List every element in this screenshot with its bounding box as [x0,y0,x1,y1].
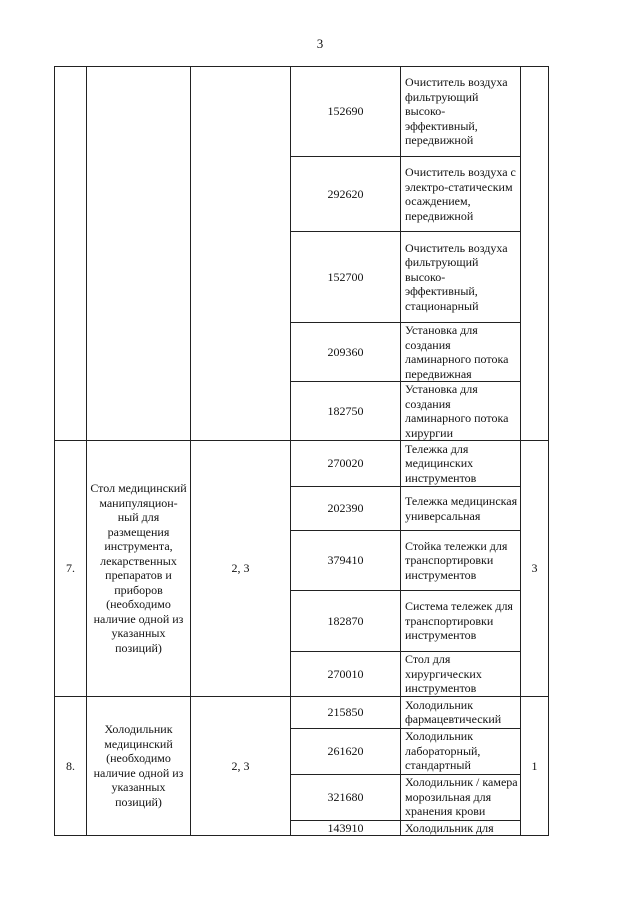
item-name-cell: Очиститель воздуха фильтрующий высоко-эффективный, передвижной [401,67,521,157]
item-name-cell: Тележка медицинская универсальная [401,487,521,531]
item-name-cell: Холодильник лабораторный, стандартный [401,728,521,774]
name-cell [87,67,191,441]
code-cell: 202390 [291,487,401,531]
item-name-cell: Тележка для медицинских инструментов [401,441,521,487]
table-row [55,441,549,487]
item-name-cell: Очиститель воздуха фильтрующий высоко-эффективный, стационарный [401,232,521,323]
stage-cell [191,67,291,441]
item-name-cell: Установка для создания ламинарного потока хирургии [401,382,521,441]
code-cell: 182750 [291,382,401,441]
page-number: 3 [316,36,324,51]
equipment-table [54,66,549,836]
code-cell: 292620 [291,157,401,232]
row-number: 8. [55,696,87,836]
code-cell: 152700 [291,232,401,323]
code-cell: 152690 [291,67,401,157]
row-stage: 2, 3 [191,441,291,697]
code-cell: 321680 [291,774,401,820]
code-cell: 182870 [291,591,401,652]
code-cell: 270010 [291,652,401,697]
code-cell: 270020 [291,441,401,487]
row-stage: 2, 3 [191,696,291,836]
item-name-cell: Холодильник для [401,820,521,836]
code-cell: 209360 [291,323,401,382]
row-name: Стол медицинский манипуляцион-ный для размещения инструмента, лекарственных препаратов и приборов (необходимо наличие одной из указанных позиций) [87,441,191,697]
qty-cell [521,67,549,441]
item-name-cell: Установка для создания ламинарного потока передвижная [401,323,521,382]
code-cell: 261620 [291,728,401,774]
item-name-cell: Стойка тележки для транспортировки инструментов [401,531,521,591]
table-row [55,67,549,157]
number-cell [55,67,87,441]
code-cell: 379410 [291,531,401,591]
code-cell: 143910 [291,820,401,836]
row-name: Холодильник медицинский (необходимо наличие одной из указанных позиций) [87,696,191,836]
item-name-cell: Очиститель воздуха с электро-статическим осаждением, передвижной [401,157,521,232]
row-qty: 3 [521,441,549,697]
item-name-cell: Система тележек для транспортировки инструментов [401,591,521,652]
row-qty: 1 [521,696,549,836]
table-row [55,696,549,728]
row-number: 7. [55,441,87,697]
item-name-cell: Холодильник фармацевтический [401,696,521,728]
item-name-cell: Холодильник / камера морозильная для хранения крови [401,774,521,820]
item-name-cell: Стол для хирургических инструментов [401,652,521,697]
code-cell: 215850 [291,696,401,728]
